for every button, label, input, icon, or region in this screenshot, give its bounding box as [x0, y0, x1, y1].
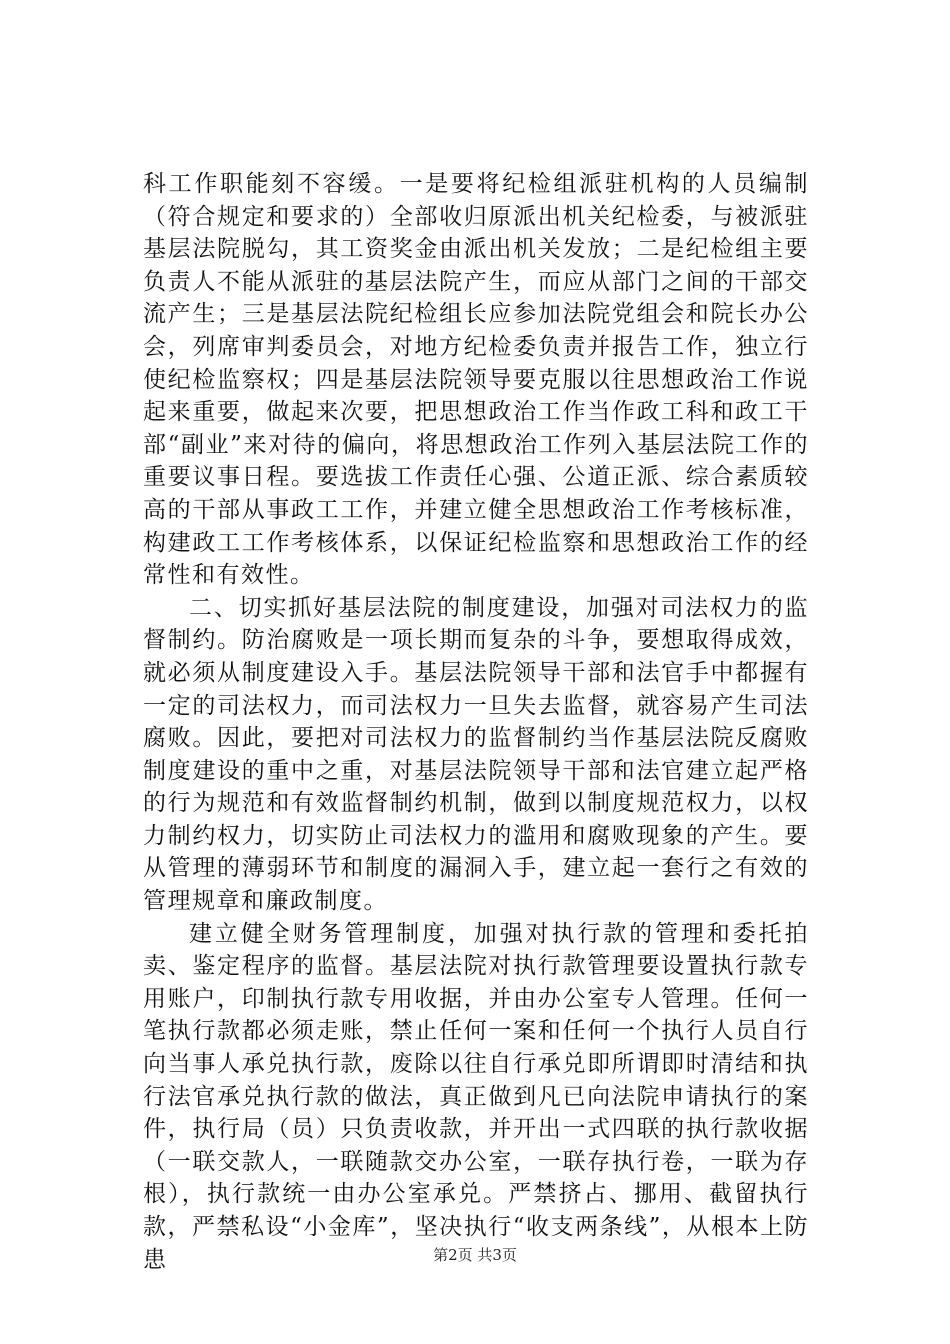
paragraph-1: 科工作职能刻不容缓。一是要将纪检组派驻机构的人员编制（符合规定和要求的）全部收归原派出机关纪检委，与被派驻基层法院脱勾，其工资奖金由派出机关发放；二是纪检组主要负责人不能从派驻的基层法院产生，而应从部门之间的干部交流产生；三是基层法院纪检组长应参加法院党组会和院长办公会，列席审判委员会，对地方纪检委负责并报告工作，独立行使纪检监察权；四是基层法院领导要克服以往思想政治工作说起来重要，做起来次要，把思想政治工作当作政工科和政工干部“副业”来对待的偏向，将思想政治工作列入基层法院工作的重要议事日程。要选拔工作责任心强、公道正派、综合素质较高的干部从事政工工作，并建立健全思想政治工作考核标准，构建政工工作考核体系，以保证纪检监察和思想政治工作的经常性和有效性。: [143, 171, 809, 589]
page-number-footer: 第2页 共3页: [433, 1246, 517, 1264]
paragraph-3: 建立健全财务管理制度，加强对执行款的管理和委托拍卖、鉴定程序的监督。基层法院对执行款管理要设置执行款专用账户，印制执行款专用收据，并由办公室专人管理。任何一笔执行款都必须走账，禁止任何一案和任何一个执行人员自行向当事人承兑执行款，废除以往自行承兑即所谓即时清结和执行法官承兑执行款的做法，真正做到凡已向法院申请执行的案件，执行局（员）只负责收款，并开出一式四联的执行款收据（一联交款人，一联随款交办公室，一联存执行卷，一联为存根），执行款统一由办公室承兑。严禁挤占、挪用、截留执行款，严禁私设“小金库”，坚决执行“收支两条线”，从根本上防患: [143, 920, 809, 1273]
paragraph-2: 二、切实抓好基层法院的制度建设，加强对司法权力的监督制约。防治腐败是一项长期而复杂的斗争，要想取得成效，就必须从制度建设入手。基层法院领导干部和法官手中都握有一定的司法权力，而司法权力一旦失去监督，就容易产生司法腐败。因此，要把对司法权力的监督制约当作基层法院反腐败制度建设的重中之重，对基层法院领导干部和法官建立起严格的行为规范和有效监督制约机制，做到以制度规范权力，以权力制约权力，切实防止司法权力的滥用和腐败现象的产生。要从管理的薄弱环节和制度的漏洞入手，建立起一套行之有效的管理规章和廉政制度。: [143, 594, 809, 915]
document-body: [143, 168, 809, 1276]
